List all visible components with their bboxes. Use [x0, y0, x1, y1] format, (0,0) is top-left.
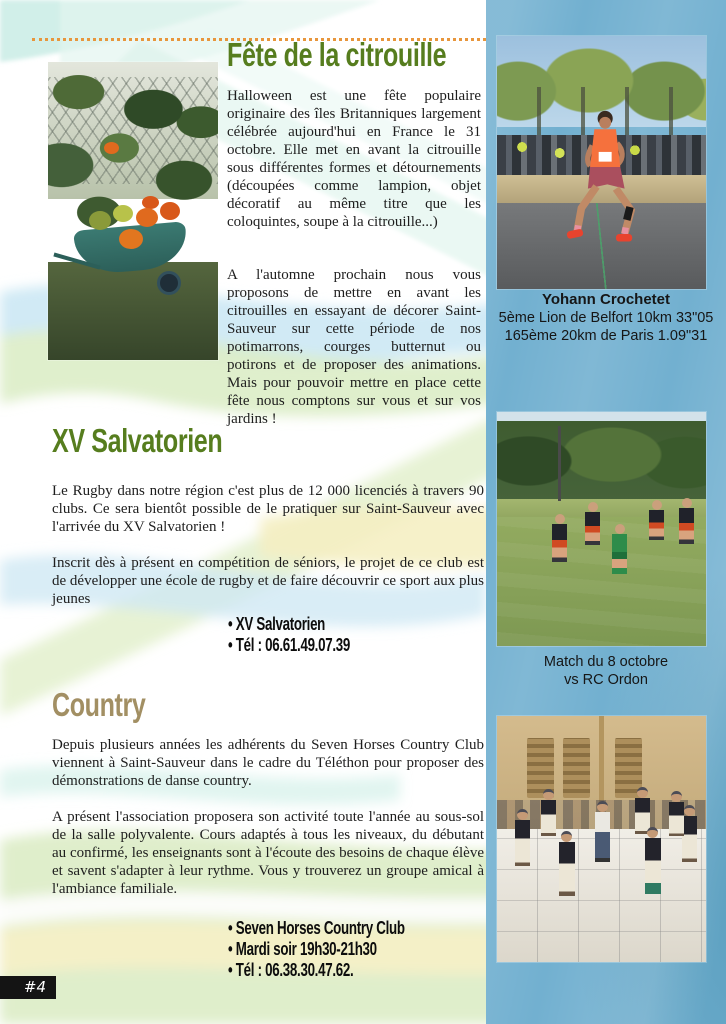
- caption-line: 5ème Lion de Belfort 10km 33"05: [498, 310, 714, 326]
- contact-line: • XV Salvatorien: [228, 613, 326, 634]
- contact-line: • Seven Horses Country Club: [228, 917, 405, 938]
- article-paragraph: Le Rugby dans notre région c'est plus de 12 000 licenciés à travers 90 clubs. Ce sera bientôt possible de le pratiquer sur Saint-Sauveur avec l'arrivée du XV Salvatorien !: [52, 483, 484, 535]
- article-title-country: [52, 688, 175, 721]
- caption-line: 165ème 20km de Paris 1.09"31: [504, 328, 708, 344]
- contact-line: • Mardi soir 19h30-21h30: [228, 938, 377, 959]
- photo-layer-grass: [48, 262, 218, 360]
- article-paragraph: Depuis plusieurs années les adhérents du Seven Horses Country Club viennent à Saint-Sauveur dans le cadre du Téléthon pour proposer des démonstrations de danse country.: [52, 737, 484, 789]
- article-paragraph: Halloween est une fête populaire originaire des îles Britanniques largement célébrée aujourd'hui en France le 31 octobre. Elle met en avant la citrouille sous différentes formes et détournements (découpées comme lampion, objet décoratif au même titre que les coloquintes, soupe à la citrouille...): [227, 88, 481, 230]
- pumpkin: [89, 211, 111, 230]
- xv-contact-block: [228, 613, 397, 655]
- pumpkin: [113, 205, 133, 222]
- caption-line: vs RC Ordon: [564, 672, 648, 688]
- article-title-text: XV Salvatorien: [52, 422, 223, 459]
- page-number: #4: [23, 978, 46, 996]
- caption-line: Match du 8 octobre: [543, 654, 669, 670]
- country-contact-block: [228, 917, 473, 980]
- article-title-citrouille: [227, 38, 515, 71]
- article-paragraph: A l'automne prochain nous vous proposons de mettre en avant les citrouilles en essayant de décorer Saint-Sauveur sur cette période de nos potimarrons, courges butternut ou potirons et de proposer des animations. Mais pour pouvoir mettre en place cette fête nous comptons sur vous et sur vos jardins !: [227, 267, 481, 427]
- article-title-xv-salvatorien: [52, 424, 276, 457]
- pumpkin: [142, 196, 159, 209]
- article-paragraph: A présent l'association proposera son activité toute l'année au sous-sol de la salle polyvalente. Cours adaptés à tous les niveaux, du débutant au confirmé, les enseignants sont à l'écoute des besoins de chaque élève et savent s'adapter à leur rythme. Vous y trouverez un groupe amical à l'ambiance familiale.: [52, 809, 484, 897]
- contact-line: • Tél : 06.38.30.47.62.: [228, 959, 354, 980]
- article-title-text: Fête de la citrouille: [227, 36, 447, 73]
- article-paragraph: Inscrit dès à présent en compétition de séniors, le projet de ce club est de développer une école de rugby et de faire découvrir ce sport aux plus jeunes: [52, 555, 484, 607]
- caption-line: Yohann Crochetet: [541, 291, 671, 308]
- pumpkin-garden-photo: [48, 62, 218, 360]
- page-number-badge: [0, 976, 56, 999]
- contact-line: • Tél : 06.61.49.07.39: [228, 634, 350, 655]
- wheelbarrow-wheel: [157, 271, 181, 295]
- article-title-text: Country: [52, 686, 146, 723]
